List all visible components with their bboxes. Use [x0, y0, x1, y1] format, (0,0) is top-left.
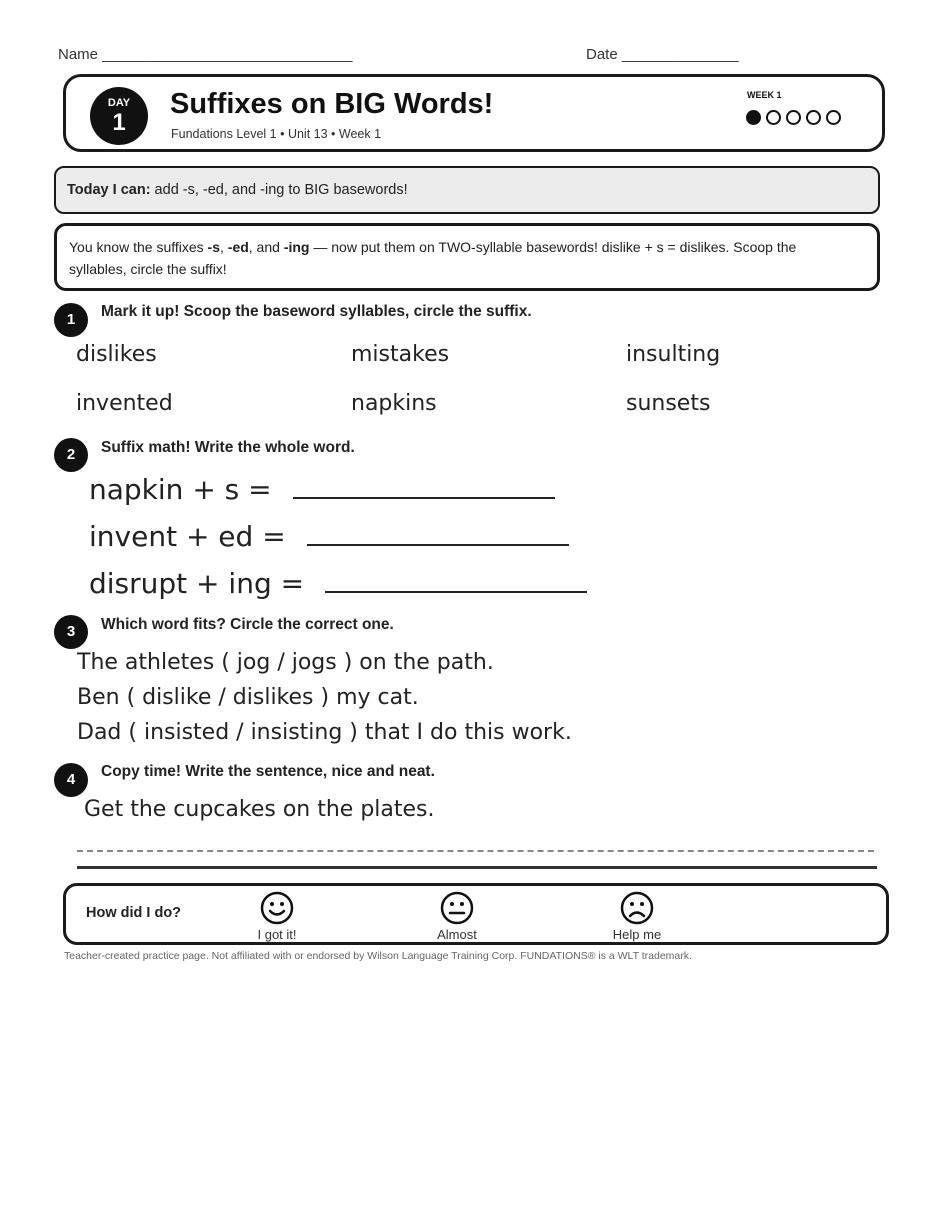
equation-row: [89, 520, 569, 553]
choice-sentence[interactable]: The athletes ( jog / jogs ) on the path.: [77, 650, 494, 675]
equation-text: disrupt + ing =: [89, 567, 305, 600]
today-label: Today I can:: [67, 182, 151, 198]
choice-sentence[interactable]: Dad ( insisted / insisting ) that I do this work.: [77, 720, 572, 745]
neutral-face-icon[interactable]: [440, 891, 474, 930]
word-item[interactable]: dislikes: [76, 342, 157, 367]
word-item[interactable]: sunsets: [626, 391, 711, 416]
rating-label: I got it!: [257, 927, 297, 942]
today-text: add -s, -ed, and -ing to BIG basewords!: [150, 182, 408, 198]
day-badge: [90, 87, 148, 145]
suffix-ing: -ing: [283, 239, 310, 255]
week-progress: [746, 110, 841, 125]
suffix-s: -s: [207, 239, 220, 255]
section-number: 3: [54, 615, 88, 649]
rating-label: Help me: [612, 927, 662, 942]
week-dot: [786, 110, 801, 125]
day-label: DAY: [107, 97, 131, 109]
footer-disclaimer: Teacher-created practice page. Not affiliated with or endorsed by Wilson Language Training Corp. FUNDATIONS® is a WLT trademark.: [64, 950, 692, 962]
writing-baseline[interactable]: [77, 866, 877, 869]
section-instruction: Suffix math! Write the whole word.: [101, 439, 355, 456]
choice-sentence[interactable]: Ben ( dislike / dislikes ) my cat.: [77, 685, 419, 710]
word-item[interactable]: mistakes: [351, 342, 450, 367]
date-field-label[interactable]: Date ______________: [586, 46, 739, 63]
week-dot: [806, 110, 821, 125]
intro-text: [69, 236, 829, 280]
section-number: 1: [54, 303, 88, 337]
answer-blank[interactable]: [307, 522, 569, 546]
writing-midline: [77, 850, 874, 852]
copy-sentence: Get the cupcakes on the plates.: [84, 797, 435, 822]
rating-question: How did I do?: [86, 905, 182, 921]
equation-text: napkin + s =: [89, 473, 272, 506]
section-instruction: Mark it up! Scoop the baseword syllables, circle the suffix.: [101, 303, 532, 320]
intro-part: , and: [248, 239, 284, 255]
week-dot: [826, 110, 841, 125]
section-number: 4: [54, 763, 88, 797]
intro-part: — now put them on TWO-syllable basewords! dislike + s = dislikes. Scoop the syllables, circle the suffix!: [69, 239, 797, 277]
name-field-label[interactable]: Name ______________________________: [58, 46, 353, 63]
suffix-ed: -ed: [227, 239, 249, 255]
week-dot: [766, 110, 781, 125]
answer-blank[interactable]: [325, 569, 587, 593]
week-dot-filled: [746, 110, 761, 125]
equation-row: [89, 567, 587, 600]
smile-face-icon[interactable]: [260, 891, 294, 930]
equation-text: invent + ed =: [89, 520, 286, 553]
word-item[interactable]: napkins: [351, 391, 437, 416]
rating-label: Almost: [437, 927, 477, 942]
intro-part: You know the suffixes: [69, 239, 208, 255]
page-subtitle: Fundations Level 1 • Unit 13 • Week 1: [171, 127, 382, 141]
week-label: WEEK 1: [747, 90, 782, 100]
frown-face-icon[interactable]: [620, 891, 654, 930]
equation-row: [89, 473, 555, 506]
section-instruction: Which word fits? Circle the correct one.: [101, 616, 394, 633]
section-instruction: Copy time! Write the sentence, nice and neat.: [101, 763, 435, 780]
intro-part: ,: [220, 239, 228, 255]
word-item[interactable]: insulting: [626, 342, 721, 367]
day-number: 1: [112, 109, 126, 136]
answer-blank[interactable]: [293, 475, 555, 499]
today-statement: [67, 182, 408, 198]
section-number: 2: [54, 438, 88, 472]
word-item[interactable]: invented: [76, 391, 173, 416]
page-title: Suffixes on BIG Words!: [170, 88, 494, 120]
